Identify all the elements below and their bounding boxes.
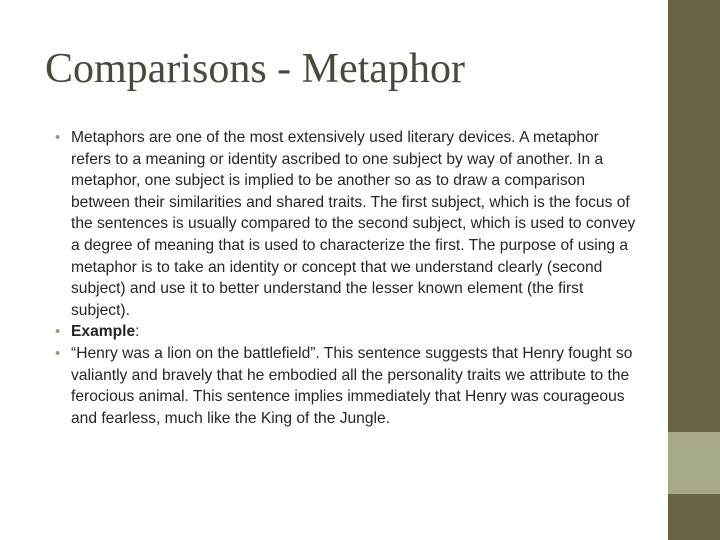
example-label-colon: : xyxy=(135,323,140,341)
bullet-icon: • xyxy=(55,323,61,341)
slide-title: Comparisons - Metaphor xyxy=(45,46,465,92)
decorative-sidebar-accent xyxy=(668,432,720,494)
bullet-item-definition xyxy=(55,127,640,321)
example-label: Example xyxy=(71,323,136,341)
bullet-icon: • xyxy=(55,344,61,362)
bullet-item-example-label xyxy=(55,321,640,343)
bullet-item-example xyxy=(55,343,640,429)
bullet-list xyxy=(55,127,640,429)
bullet-icon: • xyxy=(55,129,61,146)
bullet-text: Metaphors are one of the most extensively used literary devices. A metaphor refers to a meaning or identity ascribed to one subject by way of another. In a metaphor, one subject is implied to be another so as to draw a comparison between their similarities and shared traits. The first subject, which is the focus of the sentences is usually compared to the second subject, which is used to convey a degree of meaning that is used to characterize the first. The purpose of using a metaphor is to take an identity or concept that we understand clearly (second subject) and use it to better understand the lesser known element (the first subject). xyxy=(71,129,636,319)
bullet-text: “Henry was a lion on the battlefield”. This sentence suggests that Henry fought so valiantly and bravely that he embodied all the personality traits we attribute to the ferocious animal. This sentence implies immediately that Henry was courageous and fearless, much like the King of the Jungle. xyxy=(71,344,633,427)
